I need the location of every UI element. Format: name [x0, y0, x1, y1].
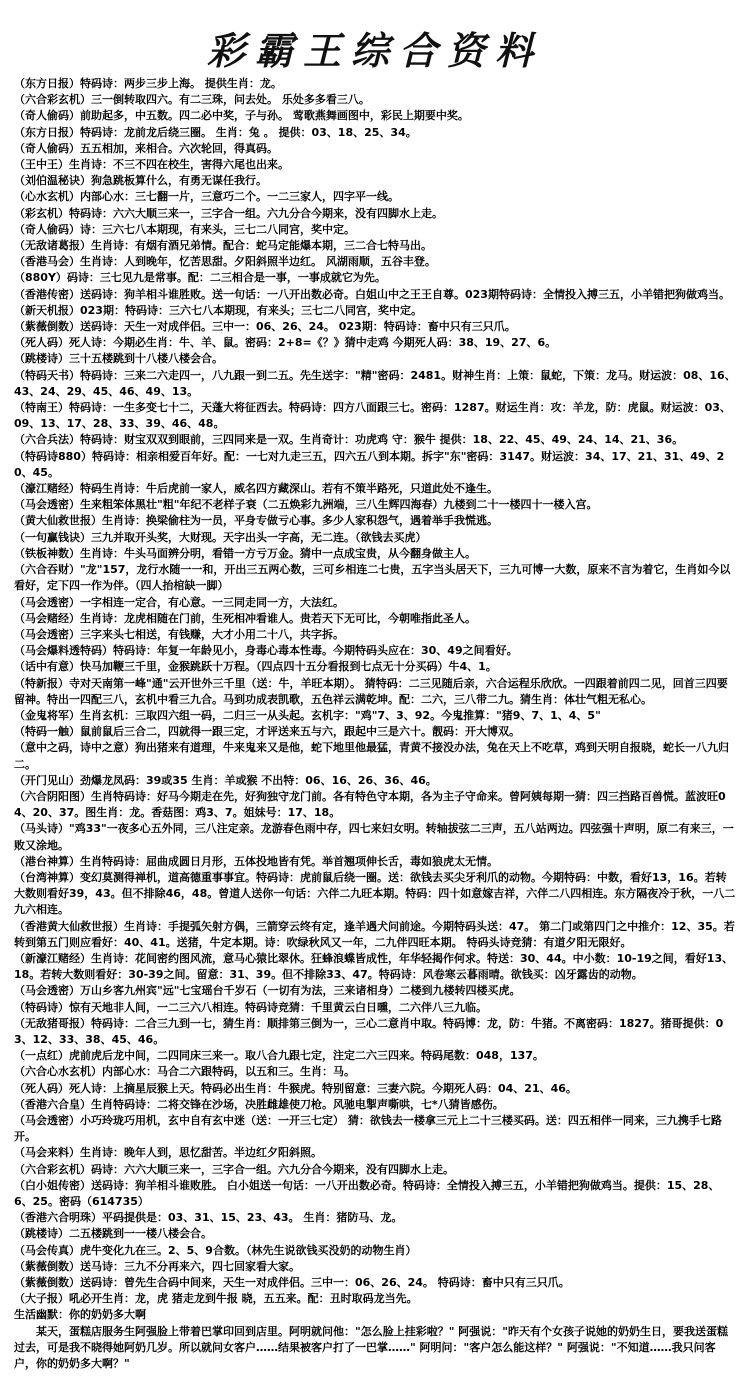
entry-text: 变幻莫测得禅机，道高德重事事宜。特码诗：虎前鼠后绕一圈。送：欲钱去买尖牙利爪的动物。今期特码：中数，看好13，16。若转大数则看好39，43。但不排除46，48。曾道人送你一句话：六伴二九旺本期。特码：四十如意嫁吉祥，六伴二八四相连。东方隔夜冷于秋，一八二九六相连。 — [14, 870, 736, 917]
list-item — [14, 189, 736, 205]
list-item — [14, 1307, 736, 1323]
list-item — [14, 1048, 736, 1064]
list-item — [14, 676, 736, 708]
entry-source: （彩玄机） — [14, 206, 69, 220]
list-item — [14, 1275, 736, 1291]
list-item — [14, 513, 736, 529]
list-item — [14, 562, 736, 594]
entry-text: 死人诗：上摘星辰猴上天。特码必出生肖：牛猴虎。特别留意：三妻六院。今期死人码：04、21、46。 — [69, 1081, 577, 1095]
list-item — [14, 724, 736, 740]
list-item — [14, 157, 736, 173]
entry-text: 送马诗：三九不分再来六，四七回家看大家。 — [80, 1259, 300, 1273]
list-item — [14, 983, 736, 999]
entry-source: （心水玄机） — [14, 190, 80, 204]
entry-text: 生肖诗：花间密约图风流，意马心猿比翠休。狂蜂浪蝶皆成性，年华轻揭作何求。特送：30、44。中小数：10-19之间，看好13、18。若转大数则看好：30-39之间。留意：31、39。但不排除33、47。特码诗：风卷寒云暮雨晴。欲钱买：凶牙露齿的动物。 — [14, 951, 734, 982]
list-item — [14, 1145, 736, 1161]
list-item — [14, 1226, 736, 1242]
list-item — [14, 546, 736, 562]
entry-text: 一字相连一定合，有心意。一三同走同一方，大法红。 — [80, 595, 344, 609]
entry-source: （金鬼将军） — [14, 708, 80, 722]
entry-text: 死人诗：今期必生肖：牛、羊、鼠。密码：2+8=《？》猜中走鸡 今期死人码：38、19、27、6。 — [69, 336, 557, 350]
entry-text: 生来粗笨体黑壮"粗"年纪不老样子衰（二五焕彩九洲端，三八生辉四海春）九楼到二十一楼四十一楼入宫。 — [80, 498, 598, 512]
entry-source: （无敌猪哥报） — [14, 1016, 91, 1030]
list-item — [14, 92, 736, 108]
entry-source: （六合彩玄机） — [14, 93, 91, 107]
list-item — [14, 1081, 736, 1097]
list-item — [14, 254, 736, 270]
list-item — [14, 659, 736, 675]
list-item — [14, 108, 736, 124]
entry-text: 生肖诗：换梁偷柱为一员，平身专做亏心事。多少人家积怨气，遇着举手我慌逃。 — [102, 514, 498, 528]
page-title: 彩霸王综合资料 — [206, 28, 543, 73]
list-item — [14, 740, 736, 772]
entry-source: （奇人偷码） — [14, 109, 80, 123]
entry-text: 生肖玄机：三取四六组一码，二归三一从头起。玄机字："鸡"7、3、92。今鬼推算："猪9、7、1、4、5" — [80, 708, 601, 722]
list-item — [14, 1113, 736, 1145]
entry-source: （刘伯温秘诀） — [14, 174, 91, 188]
list-item — [14, 238, 736, 254]
entry-text: 特码诗：年复一年龄见小，身毒心毒本性毒。今期特码头应在：30、49之间看好。 — [113, 644, 518, 658]
entry-source: （马会爆料透特码） — [14, 644, 113, 658]
entry-text: 劲爆龙凤码：39或35 生肖：羊或猴 不出特：06、16、26、36、46。 — [80, 773, 437, 787]
entry-source: （王中王） — [14, 158, 69, 172]
entry-text: 码诗：六六大顺三来一，三字合一组。六九分合今期来，没有四脚水上走。 — [91, 1162, 454, 1176]
entry-text: 生肖诗：不三不四在校生，害得六尾也出来。 — [69, 158, 289, 172]
list-item — [14, 1064, 736, 1080]
entry-source: （死人码） — [14, 1081, 69, 1095]
entry-source: （大子报） — [14, 1292, 69, 1306]
entry-text: 虎前虎后龙中间，二四同床三来一。取八合九跟七定，注定二六三四来。特码尾数：048，137。 — [69, 1049, 544, 1063]
entry-source: （特南王） — [14, 401, 69, 415]
entry-text: 平码提供是：03、31、15、23、43。 生肖：猪防马、龙。 — [102, 1211, 403, 1225]
list-item — [14, 1178, 736, 1210]
list-item — [14, 821, 736, 853]
entry-source: （开门见山） — [14, 773, 80, 787]
entry-source: （马会透密） — [14, 984, 80, 998]
entry-text: 特码诗：相亲相爱百年好。配：一七对九走三五，四六五八到本期。拆字"东"密码：3147。财运波：34、17、21、31、49、20、45。 — [14, 449, 725, 479]
entry-source: （880Y） — [14, 271, 67, 285]
list-item — [14, 173, 736, 189]
entry-text: 内部心水：马合二六跟特码，以五和三。生肖：马。 — [102, 1065, 355, 1079]
entry-source: （死人码） — [14, 336, 69, 350]
entry-source: （濠江赌经） — [14, 482, 80, 496]
entry-text: 三字来头七相送，有钱赚，大才小用二十八，共字拆。 — [80, 627, 344, 641]
entry-source: （东方日报） — [14, 125, 80, 139]
list-item — [14, 1000, 736, 1016]
entry-source: （香港六合明珠） — [14, 1211, 102, 1225]
entry-source: （特新报） — [14, 676, 69, 690]
entry-source: （奇人偷码） — [14, 141, 80, 155]
entry-text: 虎牛变化九在三。2、5、9合数。（林先生说欲钱买没奶的动物生肖） — [80, 1243, 417, 1257]
entry-source: （铁板神数） — [14, 546, 80, 560]
entry-source: （马会透密） — [14, 498, 80, 512]
entry-source: （香港六合皇） — [14, 1097, 91, 1111]
entry-text: 惊有天地非人间，一二三六八相连。特码诗竞猜：千里黄云白日曛，二六伴八三九临。 — [69, 1000, 487, 1014]
list-item — [14, 611, 736, 627]
list-item — [14, 773, 736, 789]
list-item — [14, 1291, 736, 1307]
entry-source: （紫薇倒数） — [14, 1259, 80, 1273]
entry-text: 特码诗：龙前龙后绕三圈。 生肖：兔 。 提供：03、18、25、34。 — [80, 125, 417, 139]
entry-text: 码诗：三七见九是常事。配：二三相合是一事，一事成就它为先。 — [66, 271, 386, 285]
entry-text: 特码诗：三来二六走四一，八九跟一到二五。先生送字："精"密码：2481。财神生肖：上策：鼠蛇，下策：龙马。财运波：08、16、43、24、29、45、46、49、13。 — [14, 368, 736, 398]
entry-source: 生活幽默： — [14, 1308, 69, 1322]
entry-source: （香港黄大仙救世报） — [14, 919, 124, 933]
entry-source: （黄大仙救世报） — [14, 514, 102, 528]
entry-text: 前助起多，中五数。四二必中奖，子与孙。 莺歌燕舞画图中，彩民上期要中奖。 — [80, 109, 469, 123]
entry-source: （马会透密） — [14, 595, 80, 609]
list-item — [14, 368, 736, 400]
list-item — [14, 1210, 736, 1226]
entry-text: 五五相加，来相合。六次轮回，得真码。 — [80, 141, 278, 155]
entry-text: 特码诗：六六大顺三来一，三字合一组。六九分合今期来，没有四脚水上走。 — [69, 206, 443, 220]
entry-source: （跳楼诗） — [14, 1227, 69, 1241]
entry-text: 快马加鞭三千里，金猴跳跃十万程。（四点四十五分看报到七点无十分买码）牛4、1。 — [80, 660, 497, 674]
entry-source: （特码诗880） — [14, 449, 92, 463]
entry-source: （一句赢钱诀） — [14, 530, 91, 544]
entry-text: 吼必开生肖：龙，虎 猪走龙到牛报 晓，五五来。配：丑时取码龙当先。 — [69, 1292, 418, 1306]
entry-source: （马会来料） — [14, 1146, 80, 1160]
entry-source: （跳楼诗） — [14, 352, 69, 366]
entry-source: （台湾神算） — [14, 870, 80, 884]
list-item — [14, 919, 736, 951]
entry-source: （马会赌经） — [14, 611, 80, 625]
entry-source: （话中有意） — [14, 660, 80, 674]
list-item — [14, 789, 736, 821]
entry-text: 二五楼跳到一一楼八楼会合。 — [69, 1227, 212, 1241]
list-item — [14, 206, 736, 222]
list-item — [14, 335, 736, 351]
entry-source: （香港传密） — [14, 287, 80, 301]
list-item — [14, 595, 736, 611]
entry-text: 生肖诗：有烟有酒兄弟情。配合：蛇马定能爆本期，三二合七特马出。 — [91, 239, 432, 253]
entry-source: （一点红） — [14, 1049, 69, 1063]
list-item — [14, 951, 736, 983]
entry-text: 生肖特码诗：屈曲成圆日月形，五体投地皆有凭。举首翘项伸长舌，毒如狼虎太无情。 — [80, 854, 498, 868]
list-item — [14, 125, 736, 141]
list-item — [14, 643, 736, 659]
entry-text: 三十五楼跳到十八楼八楼会合。 — [69, 352, 223, 366]
entry-text: "鸡33"一夜多心五外同，三八注定亲。龙游春色雨中存，四七来妇女明。转轴拔弦二三声，五八站两边。四弦强十声明，原二有来三，一败又涂地。 — [14, 822, 734, 852]
entry-source: （东方日报） — [14, 77, 80, 90]
entry-text: 生肖特码诗：二将交锋在沙场，决胜雌雄使刀枪。风驰电掣声嘶哄，七*八猜皆感伤。 — [91, 1097, 504, 1111]
entry-source: （马会透密） — [14, 627, 80, 641]
list-item — [14, 854, 736, 870]
list-item — [14, 1097, 736, 1113]
entry-text: 送码诗：天生一对成伴侣。三中一：06、26、24。 023期：特码诗：畜中只有三只爪。 — [80, 320, 516, 334]
entry-text: 特码诗：财宝双双到眼前，三四同来是一双。生肖奇计：功虎鸡 守：猴牛 提供：18、22、45、49、24、14、21、36。 — [80, 433, 684, 447]
list-item — [14, 449, 736, 481]
entry-source: （马头诗） — [14, 822, 69, 836]
entry-source: （六合心水玄机） — [14, 1065, 102, 1079]
list-item — [14, 141, 736, 157]
list-item — [14, 870, 736, 919]
list-item — [14, 76, 736, 92]
entry-source: （白小姐传密） — [14, 1178, 91, 1192]
entry-text: 生肖诗：人到晚年，忆苦思甜。夕阳斜照半边红。 风湖雨顺，五谷丰登。 — [80, 255, 436, 269]
entry-source: （特码诗） — [14, 1000, 69, 1014]
list-item — [14, 1016, 736, 1048]
entry-source: （紫薇倒数） — [14, 1276, 80, 1290]
entry-text: 送码诗：狗羊相斗谁败胜。 白小姐送一句话：一八开出数必奇。特码诗：全情投入搏三五，小羊错把狗做鸡当。提供：15、28、6、25。密码（614735） — [14, 1178, 720, 1209]
entry-text: 特码生肖诗：牛后虎前一家人，威名四方藏深山。若有不策半路死，只道此处不逢生。 — [80, 482, 498, 496]
list-item — [14, 708, 736, 724]
entry-text: 诗：三六七八本期现，有来头，三七二八同宫，奖中定。 — [80, 222, 355, 236]
entry-source: （六合吞财） — [14, 563, 80, 577]
entry-source: （新濠江赌经） — [14, 951, 91, 965]
entry-text: 生肖诗：手提弧矢射方偶，三箭穿云终有定，逢羊遇犬问前途。今期特码头送：47。 第二门或第四门之中推介：12、35。若转到第五门则应看好：40、41。送猪，牛定本期。诗：吹绿秋风又一年，二九伴四旺本期。 特码头诗竞猜：有道夕阳无限好。 — [14, 919, 735, 949]
entry-source: （特码一触） — [14, 725, 80, 739]
entry-text: 寺对天南第一峰"通"云开世外三千里（送：牛，羊旺本期）。 猜特码：二三见随后亲，六合运程乐欣欣。一四跟着前四二见，回首三四要留神。特出一四配三八，玄机中看三九合。马到功成表凯歌，五色祥云满乾坤。配：二六，三八带二九。猜生肖：体壮气粗无私心。 — [14, 676, 728, 706]
entry-text: 特码诗：二合三九到一七，猜生肖：顺排第三倒为一，三心二意肖中取。特码博：龙，防：牛猪。不离密码：1827。猪哥提供：03、12、33、38、45、46。 — [14, 1016, 724, 1046]
list-item — [14, 497, 736, 513]
list-item — [14, 319, 736, 335]
entry-source: （奇人偷码） — [14, 222, 80, 236]
entry-text: "龙"157，龙行水随一一和，开出三五两心数，三可乡相连二七贵，五字当头居天下，三九可博一大数，原来不言为着它，生肖如今以看好，定下四一作为伴。（四人抬棺缺一脚） — [14, 563, 731, 593]
list-item — [14, 222, 736, 238]
entries-list — [14, 76, 736, 1372]
entry-text: 生肖诗：晚年人到，思忆甜苦。半边红夕阳斜照。 — [80, 1146, 322, 1160]
entry-text: 生肖诗：牛头马面辨分明，看错一方亏万金。猜中一点成宝贵，从今翻身做主人。 — [80, 546, 476, 560]
entry-source: （六合阴阳图） — [14, 789, 91, 803]
entry-source: （特码天书） — [14, 368, 80, 382]
entry-text: 小巧玲珑巧用机，玄中自有玄中迷（送：一开三七定） 猜：欲钱去一楼拿三元上二十三楼买码。送：四五相伴一同来，三九携手七路开。 — [14, 1114, 722, 1144]
entry-source: （六合兵法） — [14, 433, 80, 447]
entry-source: （新天机报） — [14, 303, 80, 317]
list-item — [14, 481, 736, 497]
entry-source: （马会传真） — [14, 1243, 80, 1257]
list-item — [14, 1259, 736, 1275]
entry-source: （无敌诸葛报） — [14, 239, 91, 253]
humor-story: 某天，蛋糕店服务生阿强脸上带着巴掌印回到店里。阿明就问他："怎么脸上挂彩啦？" 阿强说："昨天有个女孩子说她的奶奶生日，要我送蛋糕过去，可是我不晓得她阿奶几岁。所以就问女客户……结果被客户打了一巴掌……" 阿明问："客户怎么能这样？" 阿强说："不知道……我只问客户，你的奶奶多大啊？" — [14, 1324, 729, 1371]
entry-text: 万山乡客九州宾"远"七宝瑶台千岁石（一切有为法，三来诸相身）二楼到九楼转四楼买虎。 — [80, 984, 521, 998]
entry-text: 送码诗：曾先生合码中间来，天生一对成伴侣。三中一：06、26、24。 特码诗：畜中只有三只爪。 — [80, 1276, 570, 1290]
list-item — [14, 303, 736, 319]
entry-text: 送码诗：狗羊相斗谁胜败。送一句话：一八开出数必奇。白姐山中之王王自尊。023期特码诗：全情投入搏三五，小羊错把狗做鸡当。 — [80, 287, 730, 301]
entry-text: 特码诗：一生多变七十二，天蓬大将征西去。特码诗：四方八面跟三七。密码：1287。财运生肖：攻：羊龙，防：虎鼠。财运波：03、09、13、17、28、33、39、46、48。 — [14, 401, 731, 431]
entry-text: 狗出猪来有道理，牛来鬼来又是他，蛇下地里他最猛，青黄不接没办法，兔在天上不吃草，鸡到天明自报晓，蛇长一八九归二。 — [14, 741, 729, 771]
list-item — [14, 627, 736, 643]
entry-source: （六合彩玄机） — [14, 1162, 91, 1176]
list-item — [14, 351, 736, 367]
entry-text: 你的奶奶多大啊 — [69, 1308, 146, 1322]
entry-text: 023期：特码诗：三六七八本期现，有来头；三七二八同宫，奖中定。 — [80, 303, 422, 317]
entry-text: 鼠前鼠后三合二，四就得一跟三定，才评送来五与六，跟起中三是六十。靓码：开大博双。 — [80, 725, 520, 739]
entry-source: （紫薇倒数） — [14, 320, 80, 334]
entry-text: 生肖诗：龙虎相随在门前，生死相冲看谁人。贵若天下无可比，今朝唯指此圣人。 — [80, 611, 476, 625]
entry-text: 三一倒转取四六。有二三珠，问去处。 乐处多多看三八。 — [91, 93, 370, 107]
entry-text: 狗急跳板算什么，有勇无谋任我行。 — [91, 174, 267, 188]
entry-text: 三九并取开头奖，大财现。天字出头一字高，无二连。（欲钱去买虎） — [91, 530, 427, 544]
entry-source: （港台神算） — [14, 854, 80, 868]
list-item — [14, 1162, 736, 1178]
entry-source: （香港马会） — [14, 255, 80, 269]
list-item — [14, 270, 736, 286]
entry-text: 生肖特码诗：好马今期走在先，好狗独守龙门前。各有特色守本期，各为主子守命来。曾阿姨每期一猜：四三挡路百兽慌。蓝波旺04、20、37。图生肖：龙。香菇图：鸡3、7。姐妹号：17、18。 — [14, 789, 726, 820]
list-item — [14, 432, 736, 448]
list-item — [14, 287, 736, 303]
list-item — [14, 530, 736, 546]
entry-text: 内部心水：三七翻一片，三意巧二个。一二三家人，四字平一线。 — [80, 190, 399, 204]
entry-source: （马会透密） — [14, 1114, 80, 1127]
entry-text: 特码诗：两步三步上海。 提供生肖：龙。 — [80, 77, 282, 90]
entry-source: （意中之码，诗中之意） — [14, 741, 135, 755]
list-item — [14, 1243, 736, 1259]
list-item — [14, 400, 736, 432]
